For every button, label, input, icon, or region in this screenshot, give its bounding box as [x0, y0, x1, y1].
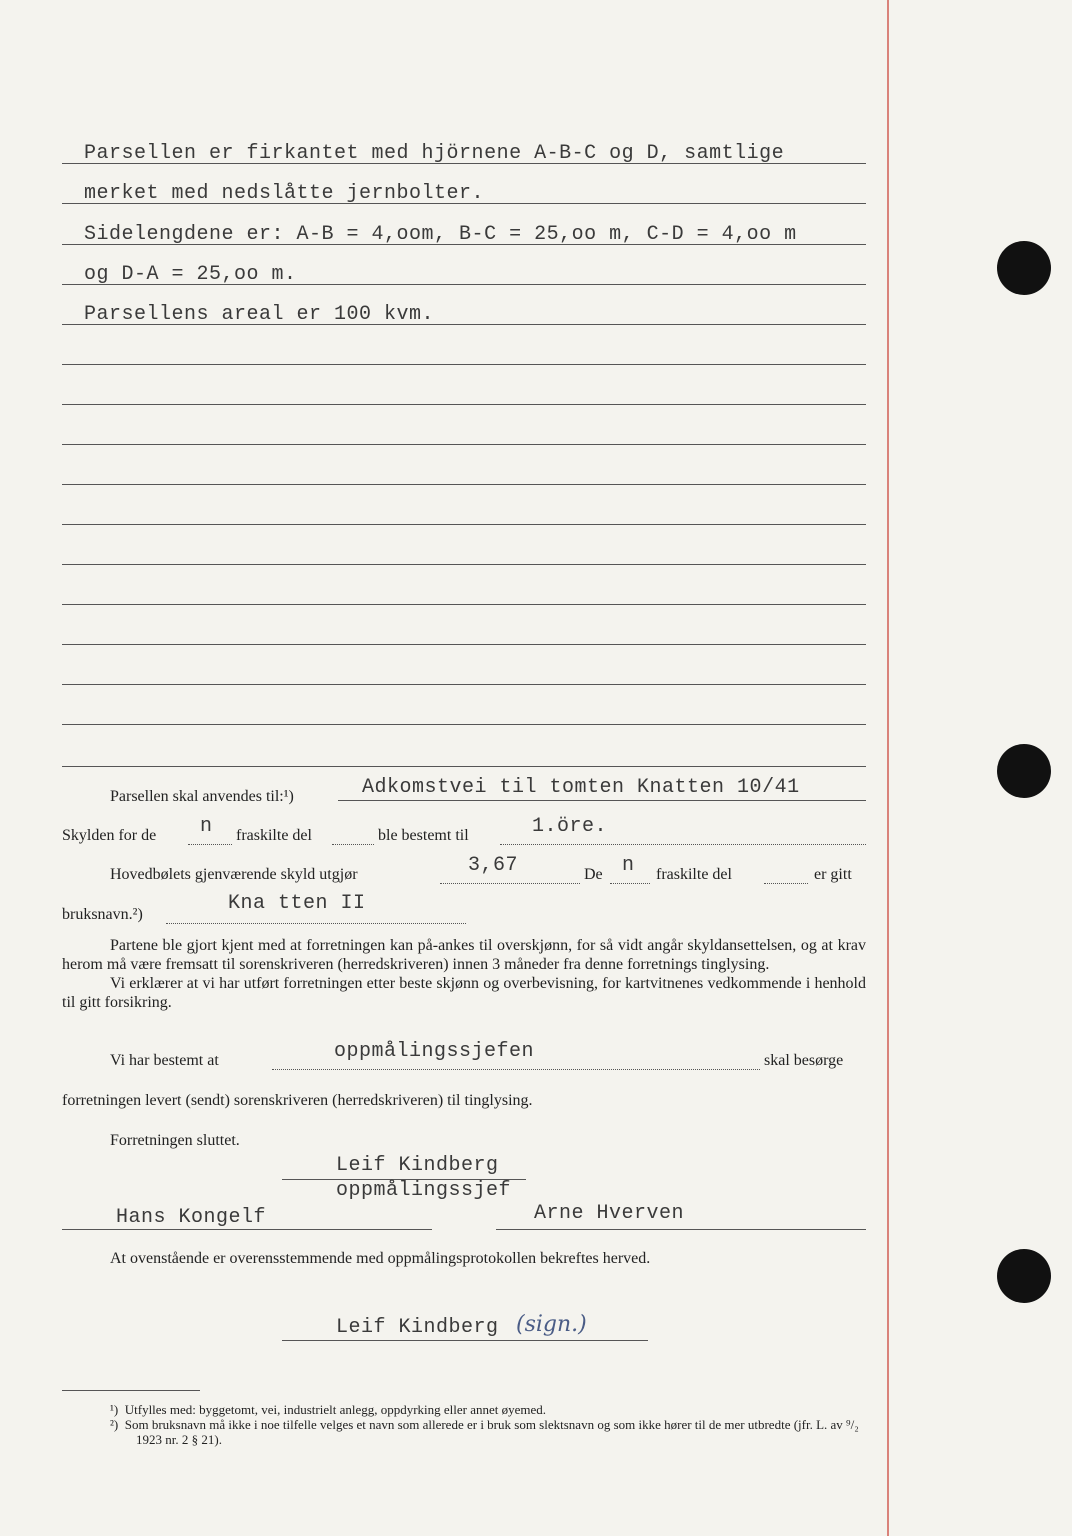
- signature-2-line: [62, 1229, 432, 1230]
- hoved-fraskilte: fraskilte del: [656, 866, 732, 883]
- paragraph-declaration: Vi erklærer at vi har utført forretningen etter beste skjønn og overbevisning, for kartvitnenes vedkommende i henhold til gitt forsikring.: [62, 975, 866, 1011]
- besorge-line2: forretningen levert (sendt) sorenskriveren (herredskriveren) til tinglysing.: [62, 1092, 533, 1109]
- signature-4-handwritten: (sign.): [516, 1312, 587, 1337]
- rule-line: [62, 644, 866, 645]
- skylden-value: 1.öre.: [532, 815, 608, 838]
- anvendes-underline: [338, 800, 866, 801]
- anvendes-label: Parsellen skal anvendes til:¹): [110, 788, 294, 805]
- dots: [764, 882, 808, 884]
- dots: [166, 922, 466, 924]
- besorge-value: oppmålingssjefen: [334, 1040, 535, 1063]
- punch-hole-middle: [997, 744, 1051, 798]
- hoved-label: Hovedbølets gjenværende skyld utgjør: [110, 866, 358, 883]
- hoved-n: n: [622, 854, 635, 877]
- rule-line: [62, 684, 866, 685]
- signature-2-name: Hans Kongelf: [116, 1206, 267, 1229]
- signature-1-name: Leif Kindberg: [336, 1154, 499, 1177]
- rule-line: [62, 404, 866, 405]
- footnote-2: [110, 1417, 870, 1447]
- punch-hole-bottom: [997, 1249, 1051, 1303]
- hoved-value: 3,67: [468, 854, 519, 877]
- signature-4-line: [282, 1340, 648, 1341]
- typed-line-1: Parsellen er firkantet med hjörnene A-B-C og D, samtlige: [84, 142, 785, 165]
- footnote-1-text: Utfylles med: byggetomt, vei, industrielt anlegg, oppdyrking eller annet øyemed.: [124, 1402, 547, 1417]
- rule-line: [62, 564, 866, 565]
- bruksnavn-value: Kna tten II: [228, 892, 366, 915]
- signature-3-line: [496, 1229, 866, 1230]
- bruksnavn-label: bruksnavn.²): [62, 906, 143, 923]
- hoved-de: De: [584, 866, 603, 883]
- anvendes-value: Adkomstvei til tomten Knatten 10/41: [362, 776, 800, 799]
- red-margin-line: [887, 0, 889, 1536]
- legal-paragraphs: [62, 936, 866, 1012]
- typed-line-2: merket med nedslåtte jernbolter.: [84, 182, 485, 205]
- typed-line-4: og D-A = 25,oo m.: [84, 263, 297, 286]
- punch-hole-top: [997, 241, 1051, 295]
- sluttet-text: Forretningen sluttet.: [110, 1132, 240, 1149]
- dots: [272, 1068, 760, 1070]
- dots: [332, 843, 374, 845]
- footnotes: [110, 1402, 870, 1447]
- footnote-2-mark: ²): [110, 1417, 119, 1432]
- dots: [440, 882, 580, 884]
- skylden-n: n: [200, 815, 213, 838]
- dots: [500, 843, 866, 845]
- signature-3-name: Arne Hverven: [534, 1202, 685, 1225]
- skylden-mid: fraskilte del: [236, 827, 312, 844]
- skylden-prefix: Skylden for de: [62, 827, 157, 844]
- dots: [188, 843, 232, 845]
- footnote-separator: [62, 1390, 200, 1391]
- rule-line: [62, 444, 866, 445]
- rule-line: [62, 766, 866, 767]
- signature-4-name: Leif Kindberg: [336, 1316, 499, 1339]
- typed-line-3: Sidelengdene er: A-B = 4,oom, B-C = 25,oo m, C-D = 4,oo m: [84, 223, 797, 246]
- rule-line: [62, 604, 866, 605]
- paragraph-appeal: Partene ble gjort kjent med at forretningen kan på-ankes til overskjønn, for så vidt angår skyldansettelsen, og at krav herom må være fremsatt til sorenskriveren (herredskriveren) innen 3 måneder fra denne forretnings tinglysing.: [62, 937, 866, 973]
- attest-text: At ovenstående er overensstemmende med oppmålingsprotokollen bekreftes herved.: [110, 1250, 651, 1267]
- hoved-ergitt: er gitt: [814, 866, 852, 883]
- rule-line: [62, 484, 866, 485]
- footnote-1-mark: ¹): [110, 1402, 119, 1417]
- skylden-bestemt: ble bestemt til: [378, 827, 469, 844]
- besorge-suffix: skal besørge: [764, 1052, 844, 1069]
- rule-line: [62, 364, 866, 365]
- besorge-prefix: Vi har bestemt at: [110, 1052, 219, 1069]
- rule-line: [62, 524, 866, 525]
- dots: [610, 882, 650, 884]
- footnote-1: [110, 1402, 870, 1417]
- typed-line-5: Parsellens areal er 100 kvm.: [84, 303, 435, 326]
- rule-line: [62, 724, 866, 725]
- footnote-2-text: Som bruksnavn må ikke i noe tilfelle velges et navn som allerede er i bruk som slektsnavn og som ikke hører til de mer utbredte (jfr. L. av ⁹/₂ 1923 nr. 2 § 21).: [124, 1417, 859, 1447]
- signature-1-title: oppmålingssjef: [336, 1179, 512, 1202]
